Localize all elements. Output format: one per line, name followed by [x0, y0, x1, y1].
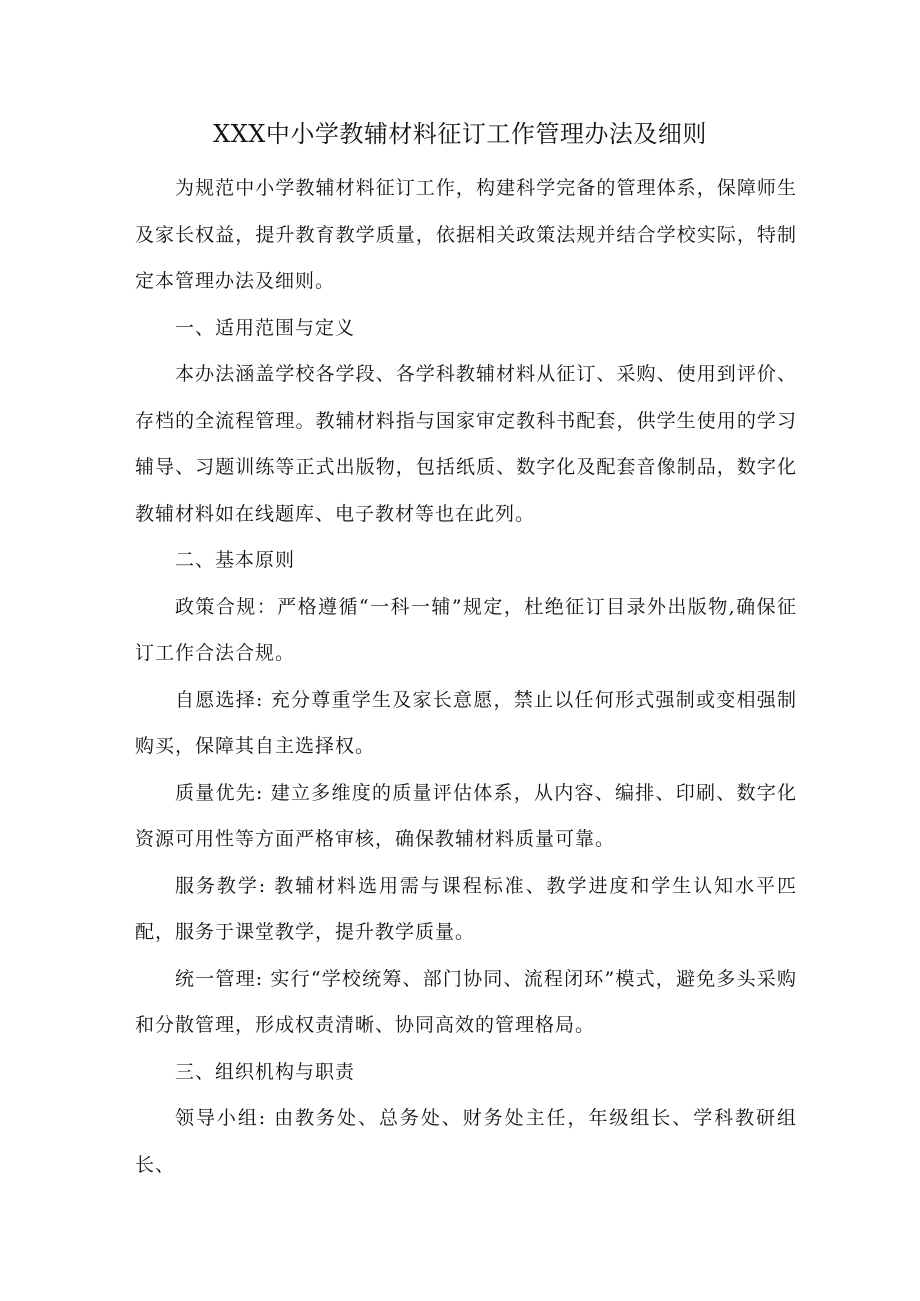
scope-paragraph: 本办法涵盖学校各学段、各学科教辅材料从征订、采购、使用到评价、存档的全流程管理。教辅材料指与国家审定教科书配套，供学生使用的学习辅导、习题训练等正式出版物，包括纸质、数字化及配套音像制品，数字化教辅材料如在线题库、电子教材等也在此列。	[135, 363, 797, 525]
principle-unified-management: 统一管理: 实行“学校统筹、部门协同、流程闭环”模式，避免多头采购和分散管理，形成权责清晰、协同高效的管理格局。	[135, 967, 797, 1036]
section-heading-organization: 三、组织机构与职责	[175, 1060, 356, 1083]
intro-paragraph: 为规范中小学教辅材料征订工作，构建科学完备的管理体系，保障师生及家长权益，提升教育教学质量，依据相关政策法规并结合学校实际，特制定本管理办法及细则。	[135, 177, 797, 292]
principle-voluntary-choice: 自愿选择: 充分尊重学生及家长意愿，禁止以任何形式强制或变相强制购买，保障其自主选择权。	[135, 688, 797, 757]
section-heading-scope: 一、适用范围与定义	[175, 316, 356, 339]
principle-policy-compliance: 政策合规：严格遵循“一科一辅”规定，杜绝征订目录外出版物,确保征订工作合法合规。	[135, 595, 797, 664]
section-heading-principles: 二、基本原则	[175, 549, 296, 571]
principle-quality-first: 质量优先: 建立多维度的质量评估体系，从内容、编排、印刷、数字化资源可用性等方面严格审核，确保教辅材料质量可靠。	[135, 781, 797, 850]
document-body	[135, 165, 797, 1188]
document-title: XXX中小学教辅材料征订工作管理办法及细则	[213, 120, 707, 148]
principle-serve-teaching: 服务教学: 教辅材料选用需与课程标准、教学进度和学生认知水平匹配，服务于课堂教学，提升教学质量。	[135, 874, 797, 943]
leadership-group-paragraph: 领导小组: 由教务处、总务处、财务处主任，年级组长、学科教研组长、	[135, 1107, 797, 1176]
